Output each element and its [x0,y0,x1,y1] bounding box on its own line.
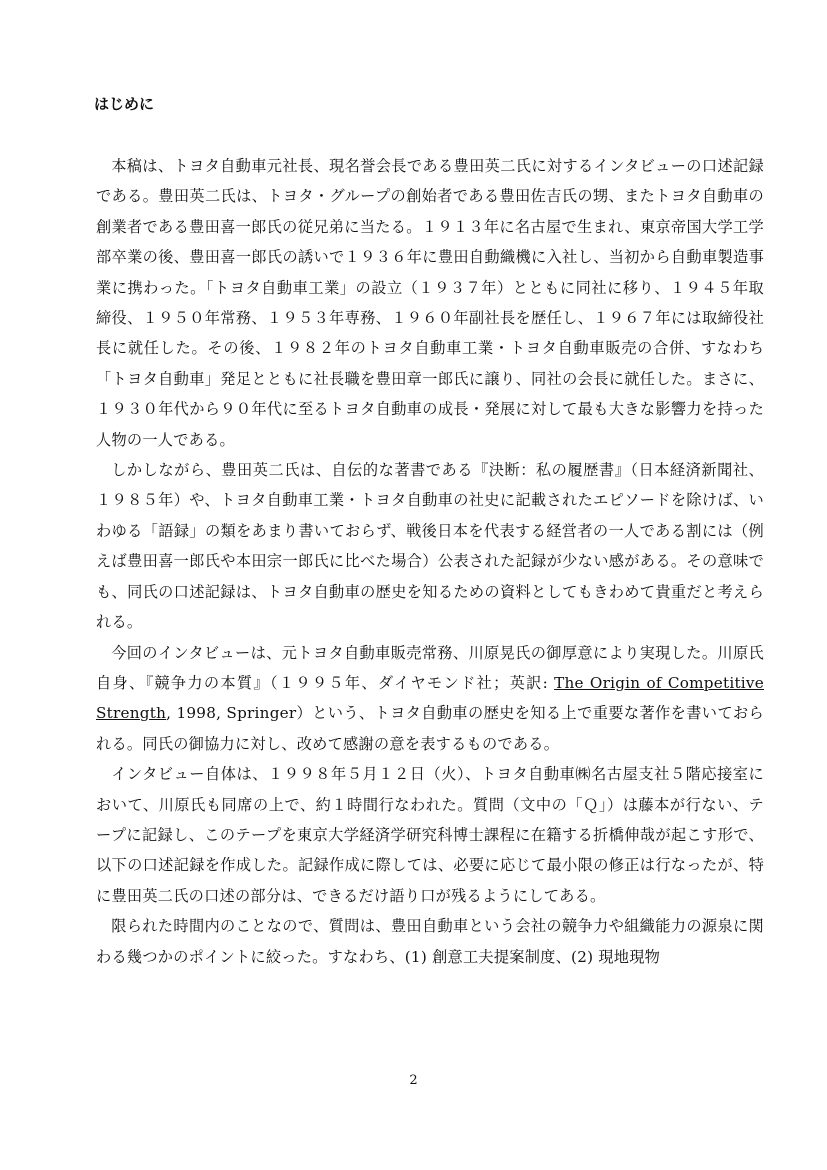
paragraph: しかしながら、豊田英二氏は、自伝的な著書である『決断：私の履歴書』（日本経済新聞社、１９８５年）や、トヨタ自動車工業・トヨタ自動車の社史に記載されたエピソードを除けば、いわゆる「語録」の類をあまり書いておらず、戦後日本を代表する経営者の一人である割には（例えば豊田喜一郎氏や本田宗一郎氏に比べた場合）公表された記録が少ない感がある。その意味でも、同氏の口述記録は、トヨタ自動車の歴史を知るための資料としてもきわめて貴重だと考えられる。 [96,461,765,632]
paragraph-text: , 1998, Springer）という、トヨタ自動車の歴史を知る上で重要な著作を書いておられる。同氏の御協力に対し、改めて感謝の意を表するものである。 [96,704,764,753]
paragraph [96,638,764,760]
body-text [96,151,764,972]
paragraph: インタビュー自体は、１９９８年５月１２日（火）、トヨタ自動車㈱名古屋支社５階応接室において、川原氏も同席の上で、約１時間行なわれた。質問（文中の「Ｑ」）は藤本が行ない、テープに記録し、このテープを東京大学経済学研究科博士課程に在籍する折橋伸哉が起こす形で、以下の口述記録を作成した。記録作成に際しては、必要に応じて最小限の修正は行なったが、特に豊田英二氏の口述の部分は、できるだけ語り口が残るようにしてある。 [96,765,764,905]
paragraph: 限られた時間内のことなので、質問は、豊田自動車という会社の競争力や組織能力の源泉に関わる幾つかのポイントに絞った。すなわち、(1) 創意工夫提案制度、(2) 現地現物 [96,917,764,966]
paragraph-text: 今回のインタビューは、元トヨタ自動車販売常務、川原晃氏の御厚意により実現した。川原氏自身、『競争力の本質』（１９９５年、ダイヤモンド社；英訳: [96,643,764,692]
english-book-title: The Origin of Competitive Strength [96,673,764,723]
page-number: 2 [409,1073,418,1088]
paragraph: 本稿は、トヨタ自動車元社長、現名誉会長である豊田英二氏に対するインタビューの口述記録である。豊田英二氏は、トヨタ・グループの創始者である豊田佐吉氏の甥、またトヨタ自動車の創業者である豊田喜一郎氏の従兄弟に当たる。１９１３年に名古屋で生まれ、東京帝国大学工学部卒業の後、豊田喜一郎氏の誘いで１９３６年に豊田自動織機に入社し、当初から自動車製造事業に携わった。「トヨタ自動車工業」の設立（１９３７年）とともに同社に移り、１９４５年取締役、１９５０年常務、１９５３年専務、１９６０年副社長を歴任し、１９６７年には取締役社長に就任した。その後、１９８２年のトヨタ自動車工業・トヨタ自動車販売の合併、すなわち「トヨタ自動車」発足とともに社長職を豊田章一郎氏に譲り、同社の会長に就任した。まさに、１９３０年代から９０年代に至るトヨタ自動車の成長・発展に対して最も大きな影響力を持った人物の一人である。 [96,157,765,449]
section-heading: はじめに [94,95,155,113]
